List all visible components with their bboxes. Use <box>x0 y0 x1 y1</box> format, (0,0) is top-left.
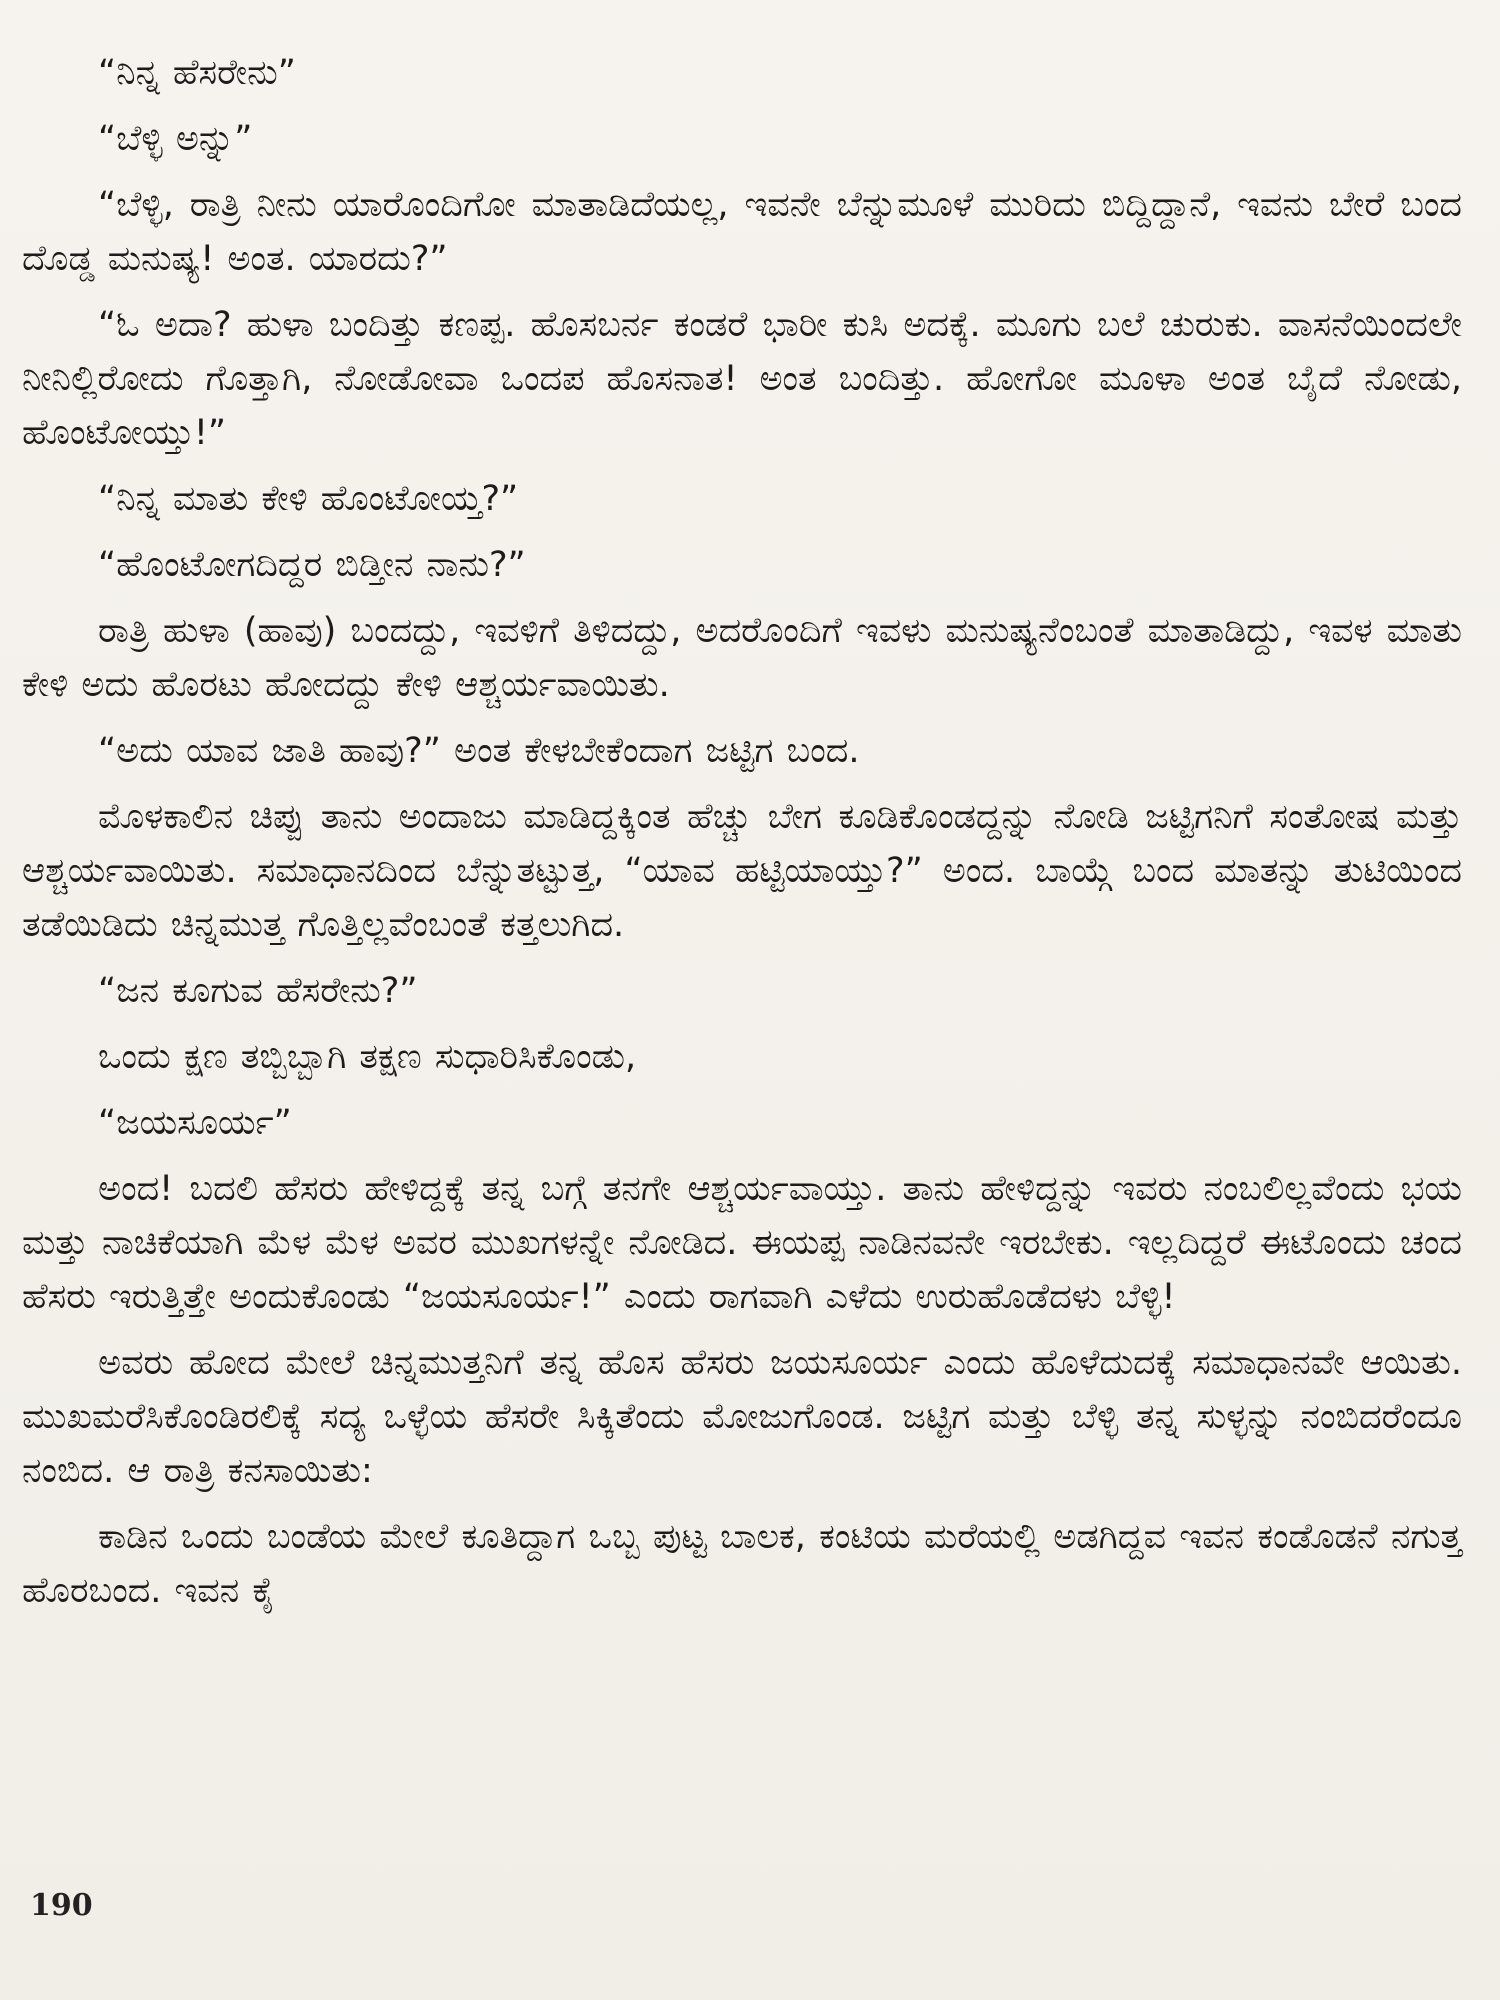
paragraph: ಅವರು ಹೋದ ಮೇಲೆ ಚಿನ್ನಮುತ್ತನಿಗೆ ತನ್ನ ಹೊಸ ಹೆಸರು ಜಯಸೂರ್ಯ ಎಂದು ಹೊಳೆದುದಕ್ಕೆ ಸಮಾಧಾನವೇ ಆಯಿತು. ಮುಖಮರೆಸಿಕೊಂಡಿರಲಿಕ್ಕೆ ಸದ್ಯ ಒಳ್ಳೆಯ ಹೆಸರೇ ಸಿಕ್ಕಿತೆಂದು ಮೋಜುಗೊಂಡ. ಜಟ್ಟಿಗ ಮತ್ತು ಬೆಳ್ಳಿ ತನ್ನ ಸುಳ್ಳನ್ನು ನಂಬಿದರೆಂದೂ ನಂಬಿದ. ಆ ರಾತ್ರಿ ಕನಸಾಯಿತು: <box>22 1343 1462 1491</box>
paragraph: “ಅದು ಯಾವ ಜಾತಿ ಹಾವು?” ಅಂತ ಕೇಳಬೇಕೆಂದಾಗ ಜಟ್ಟಿಗ ಬಂದ. <box>98 731 860 771</box>
paragraph: ರಾತ್ರಿ ಹುಳಾ (ಹಾವು) ಬಂದದ್ದು, ಇವಳಿಗೆ ತಿಳಿದದ್ದು, ಅದರೊಂದಿಗೆ ಇವಳು ಮನುಷ್ಯನೆಂಬಂತೆ ಮಾತಾಡಿದ್ದು, ಇವಳ ಮಾತು ಕೇಳಿ ಅದು ಹೊರಟು ಹೋದದ್ದು ಕೇಳಿ ಆಶ್ಚರ್ಯವಾಯಿತು. <box>22 611 1462 705</box>
paragraph: “ಜಯಸೂರ್ಯ” <box>98 1103 292 1143</box>
body-text <box>22 46 1462 1630</box>
page-number: 190 <box>30 1888 93 1923</box>
paragraph: ಕಾಡಿನ ಒಂದು ಬಂಡೆಯ ಮೇಲೆ ಕೂತಿದ್ದಾಗ ಒಬ್ಬ ಪುಟ್ಟ ಬಾಲಕ, ಕಂಟಿಯ ಮರೆಯಲ್ಲಿ ಅಡಗಿದ್ದವ ಇವನ ಕಂಡೊಡನೆ ನಗುತ್ತ ಹೊರಬಂದ. ಇವನ ಕೈ <box>22 1517 1462 1611</box>
paragraph: “ಜನ ಕೂಗುವ ಹೆಸರೇನು?” <box>98 971 418 1011</box>
paragraph: “ನಿನ್ನ ಮಾತು ಕೇಳಿ ಹೊಂಟೋಯ್ತ?” <box>98 479 519 519</box>
paragraph: “ಓ ಅದಾ? ಹುಳಾ ಬಂದಿತ್ತು ಕಣಪ್ಪ. ಹೊಸಬರ್ನ ಕಂಡರೆ ಭಾರೀ ಕುಸಿ ಅದಕ್ಕೆ. ಮೂಗು ಬಲೆ ಚುರುಕು. ವಾಸನೆಯಿಂದಲೇ ನೀನಿಲ್ಲಿರೋದು ಗೊತ್ತಾಗಿ, ನೋಡೋವಾ ಒಂದಪ ಹೊಸನಾತ! ಅಂತ ಬಂದಿತ್ತು. ಹೋಗೋ ಮೂಳಾ ಅಂತ ಬೈದೆ ನೋಡು, ಹೊಂಟೋಯ್ತು!” <box>22 305 1462 453</box>
paragraph: “ಬೆಳ್ಳಿ ಅನ್ನು” <box>98 119 253 159</box>
paragraph: “ಹೊಂಟೋಗದಿದ್ದರ ಬಿಡ್ತೀನ ನಾನು?” <box>98 545 526 585</box>
paragraph: “ಬೆಳ್ಳಿ, ರಾತ್ರಿ ನೀನು ಯಾರೊಂದಿಗೋ ಮಾತಾಡಿದೆಯಲ್ಲ, ಇವನೇ ಬೆನ್ನುಮೂಳೆ ಮುರಿದು ಬಿದ್ದಿದ್ದಾನೆ, ಇವನು ಬೇರೆ ಬಂದ ದೊಡ್ಡ ಮನುಷ್ಯ! ಅಂತ. ಯಾರದು?” <box>22 185 1462 279</box>
paragraph: “ನಿನ್ನ ಹೆಸರೇನು” <box>98 53 296 93</box>
paragraph: ಮೊಳಕಾಲಿನ ಚಿಪ್ಪು ತಾನು ಅಂದಾಜು ಮಾಡಿದ್ದಕ್ಕಿಂತ ಹೆಚ್ಚು ಬೇಗ ಕೂಡಿಕೊಂಡದ್ದನ್ನು ನೋಡಿ ಜಟ್ಟಿಗನಿಗೆ ಸಂತೋಷ ಮತ್ತು ಆಶ್ಚರ್ಯವಾಯಿತು. ಸಮಾಧಾನದಿಂದ ಬೆನ್ನುತಟ್ಟುತ್ತ, “ಯಾವ ಹಟ್ಟಿಯಾಯ್ತು?” ಅಂದ. ಬಾಯ್ಗೆ ಬಂದ ಮಾತನ್ನು ತುಟಿಯಿಂದ ತಡೆಯಿಡಿದು ಚಿನ್ನಮುತ್ತ ಗೊತ್ತಿಲ್ಲವೆಂಬಂತೆ ಕತ್ತಲುಗಿದ. <box>22 797 1462 945</box>
paragraph: ಒಂದು ಕ್ಷಣ ತಬ್ಬಿಬ್ಬಾಗಿ ತಕ್ಷಣ ಸುಧಾರಿಸಿಕೊಂಡು, <box>98 1037 637 1077</box>
paragraph: ಅಂದ! ಬದಲಿ ಹೆಸರು ಹೇಳಿದ್ದಕ್ಕೆ ತನ್ನ ಬಗ್ಗೆ ತನಗೇ ಆಶ್ಚರ್ಯವಾಯ್ತು. ತಾನು ಹೇಳಿದ್ದನ್ನು ಇವರು ನಂಬಲಿಲ್ಲವೆಂದು ಭಯ ಮತ್ತು ನಾಚಿಕೆಯಾಗಿ ಮೆಳ ಮೆಳ ಅವರ ಮುಖಗಳನ್ನೇ ನೋಡಿದ. ಈಯಪ್ಪ ನಾಡಿನವನೇ ಇರಬೇಕು. ಇಲ್ಲದಿದ್ದರೆ ಈಟೊಂದು ಚಂದ ಹೆಸರು ಇರುತ್ತಿತ್ತೇ ಅಂದುಕೊಂಡು “ಜಯಸೂರ್ಯ!” ಎಂದು ರಾಗವಾಗಿ ಎಳೆದು ಉರುಹೊಡೆದಳು ಬೆಳ್ಳಿ! <box>22 1169 1462 1317</box>
